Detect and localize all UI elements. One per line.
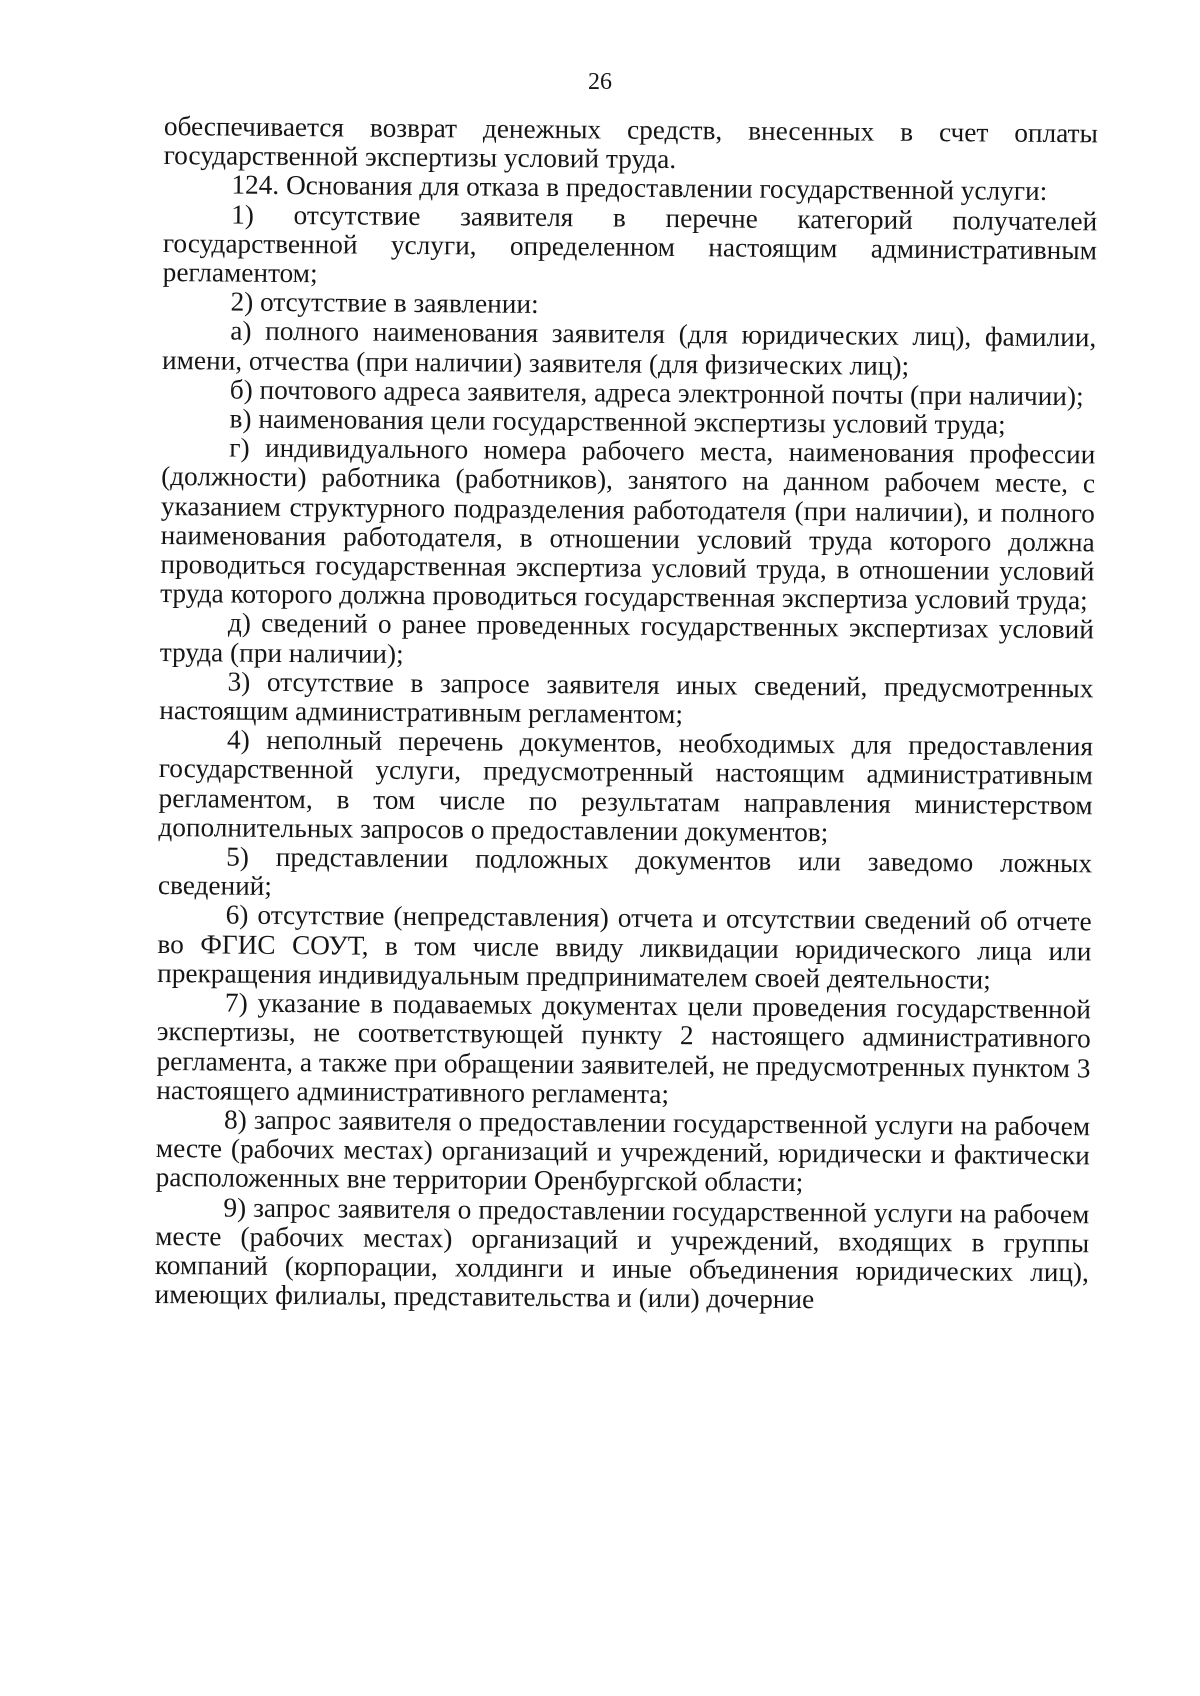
paragraph-subitem-g: г) индивидуального номера рабочего места, наименования профессии (должности) работника (работников), занятого на данном рабочем месте, с указанием структурного подразделения работодателя (при наличии), и полного наименования работодателя, в отношении условий труда которого должна проводиться государственная экспертиза условий труда, в отношении условий труда которого должна проводиться государственная экспертиза условий труда;: [160, 432, 1096, 616]
paragraph-item-3: 3) отсутствие в запросе заявителя иных сведений, предусмотренных настоящим административным регламентом;: [159, 666, 1094, 730]
document-body: [155, 112, 1098, 1317]
paragraph-item-2: 2) отсутствие в заявлении:: [230, 286, 539, 320]
paragraph-item-1: 1) отсутствие заявителя в перечне категорий получателей государственной услуги, определенном настоящим административным регламентом;: [162, 199, 1098, 289]
page-number: 26: [588, 69, 612, 95]
paragraph-subitem-d: д) сведений о ранее проведенных государственных экспертизах условий труда (при наличии);: [159, 607, 1095, 669]
paragraph-subitem-b: б) почтового адреса заявителя, адреса электронной почты (при наличии);: [229, 374, 1084, 412]
paragraph-item-6: 6) отсутствие (непредставления) отчета и отсутствии сведений об отчете во ФГИС СОУТ, в том числе ввиду ликвидации юридического лица или прекращения индивидуальным предпринимателем своей деятельности;: [157, 899, 1092, 995]
paragraph-subitem-v: в) наименования цели государственной экспертизы условий труда;: [229, 403, 1006, 440]
paragraph-item-9: 9) запрос заявителя о предоставлении государственной услуги на рабочем месте (рабочих местах) организаций и учреждений, входящих в группы компаний (корпорации, холдинги и иные объединения юридических лиц), имеющих филиалы, представительства и (или) дочерние: [154, 1192, 1090, 1315]
paragraph-item-8: 8) запрос заявителя о предоставлении государственной услуги на рабочем месте (рабочих местах) организаций и учреждений, юридически и фактически расположенных вне территории Оренбургской области;: [155, 1104, 1091, 1198]
paragraph-item-5: 5) представлении подложных документов или заведомо ложных сведений;: [157, 841, 1093, 902]
paragraph-subitem-a: а) полного наименования заявителя (для юридических лиц), фамилии, имени, отчества (при наличии) заявителя (для физических лиц);: [161, 315, 1097, 381]
paragraph-124-heading: 124. Основания для отказа в предоставлении государственной услуги:: [231, 169, 1048, 207]
paragraph-item-4: 4) неполный перечень документов, необходимых для предоставления государственной услуги, предусмотренный настоящим административным регламентом, в том числе по результатам направления министерством дополнительных запросов о предоставлении документов;: [158, 724, 1094, 848]
paragraph-item-7: 7) указание в подаваемых документах цели проведения государственной экспертизы, не соответствующей пункту 2 настоящего административного регламента, а также при обращении заявителей, не предусмотренных пунктом 3 настоящего административного регламента;: [156, 987, 1092, 1109]
paragraph-continuation: обеспечивается возврат денежных средств, внесенных в счет оплаты государственной экспертизы условий труда.: [163, 111, 1098, 175]
